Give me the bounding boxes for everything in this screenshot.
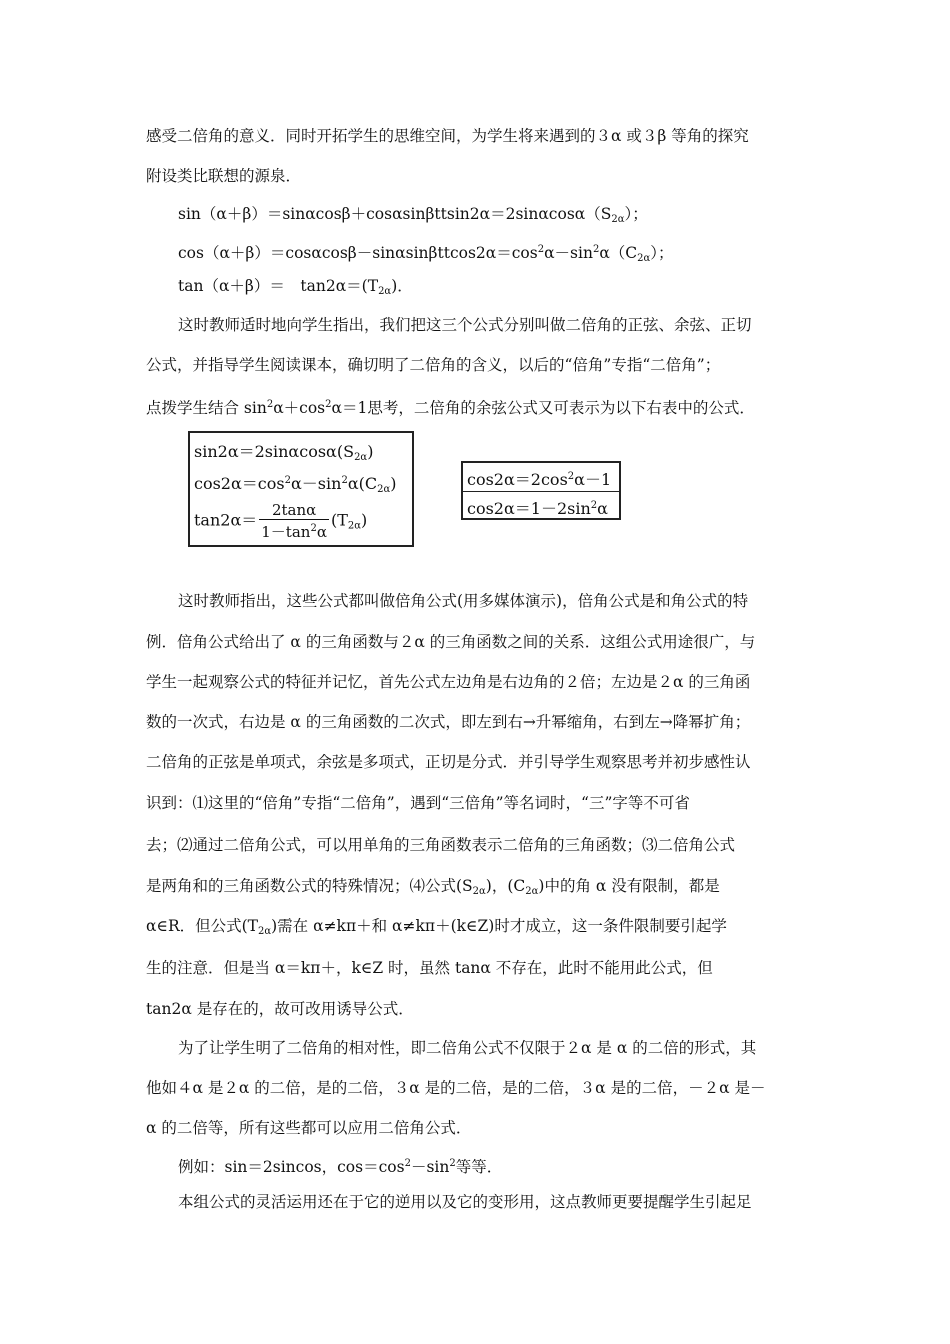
formula-sin2a: $\sin 2\alpha=2\sin\alpha\cos\alpha(S_{2\alpha})$ [194,442,374,463]
formula-tan2a: tan2α＝ $\frac{2\tan\alpha}{1-\tan^2\alpha}$ $(T_{2\alpha})$ [194,501,368,541]
formula-box-left [188,431,414,547]
text-line: 这时教师适时地向学生指出，我们把这三个公式分别叫做二倍角的正弦、余弦、正切 [178,316,752,334]
formula-cos2a-alt2: $\cos 2\alpha=1-2\sin^2\alpha$ [467,499,608,518]
text-line: 例．倍角公式给出了 α 的三角函数与２α 的三角函数之间的关系．这组公式用途很广，与 [146,633,756,651]
text-line: 本组公式的灵活运用还在于它的逆用以及它的变形用，这点教师更要提醒学生引起足 [178,1193,752,1211]
formula-line-sin: $\sin(\alpha+\beta)=\sin\alpha\cos\beta+\cos\alpha\sin\beta ttsin2\alpha=2\sin\alpha\cos\alpha(S_{2\alpha})$； [178,205,648,225]
text-line: 去；⑵通过二倍角公式，可以用单角的三角函数表示二倍角的三角函数；⑶二倍角公式 [146,836,736,854]
formula-line-tan: tan（α＋β）＝ $\tan 2\alpha=(T_{2\alpha})$． [178,277,413,297]
text-line: 学生一起观察公式的特征并记忆，首先公式左边角是右边角的２倍；左边是２α 的三角函 [146,673,751,691]
text-line: 是两角和的三角函数公式的特殊情况；⑷公式$(S_{2\alpha})$，$(C_{2\alpha})$中的角 α 没有限制，都是 [146,877,720,897]
text-line: 这时教师指出，这些公式都叫做倍角公式(用多媒体演示)，倍角公式是和角公式的特 [178,592,749,610]
text-line: 公式，并指导学生阅读课本，确切明了二倍角的含义，以后的“倍角”专指“二倍角”； [146,356,721,374]
text-line: 为了让学生明了二倍角的相对性，即二倍角公式不仅限于２α 是 α 的二倍的形式，其 [178,1039,757,1057]
text-line: 识到：⑴这里的“倍角”专指“二倍角”，遇到“三倍角”等名词时，“三”字等不可省 [146,794,690,812]
text-line: 点拨学生结合 $\sin^2\alpha+\cos^2\alpha=1$思考，二倍角的余弦公式又可表示为以下右表中的公式． [146,399,755,417]
divider [463,491,619,492]
fraction: $\frac{2\tan\alpha}{1-\tan^2\alpha}$ [261,501,327,541]
text-line: α∈R．但公式$(T_{2\alpha})$需在 α≠kπ＋和 α≠kπ＋(k∈Z)时才成立，这一条件限制要引起学 [146,917,727,937]
formula-box-right [461,461,621,520]
text-line: 数的一次式，右边是 α 的三角函数的二次式，即左到右→升幂缩角，右到左→降幂扩角； [146,713,751,731]
formula-line-cos: $\cos(\alpha+\beta)=\cos\alpha\cos\beta-\sin\alpha\sin\beta ttcos2\alpha=\cos^2\alpha-\sin^2\alpha(C_{2\alpha})$； [178,244,674,264]
text-line: 他如４α 是２α 的二倍，是的二倍，３α 是的二倍，是的二倍，３α 是的二倍，－２α 是－ [146,1079,766,1097]
formula-cos2a: $\cos 2\alpha=\cos^2\alpha-\sin^2\alpha(C_{2\alpha})$ [194,474,397,495]
text-line: 二倍角的正弦是单项式，余弦是多项式，正切是分式．并引导学生观察思考并初步感性认 [146,753,751,771]
text-line: α 的二倍等，所有这些都可以应用二倍角公式． [146,1119,472,1137]
text-line: tan2α 是存在的，故可改用诱导公式． [146,1000,414,1018]
text-line: 例如：sin＝2sincos，$\cos=\cos^2-\sin^2$等等． [178,1158,503,1176]
text-line: 生的注意．但是当 α＝kπ＋，k∈Z 时，虽然 tanα 不存在，此时不能用此公式，但 [146,959,713,977]
formula-cos2a-alt1: $\cos 2\alpha=2\cos^2\alpha-1$ [467,470,612,489]
text-line: 附设类比联想的源泉． [146,167,302,185]
text-line: 感受二倍角的意义．同时开拓学生的思维空间，为学生将来遇到的３α 或３β 等角的探究 [146,127,749,145]
